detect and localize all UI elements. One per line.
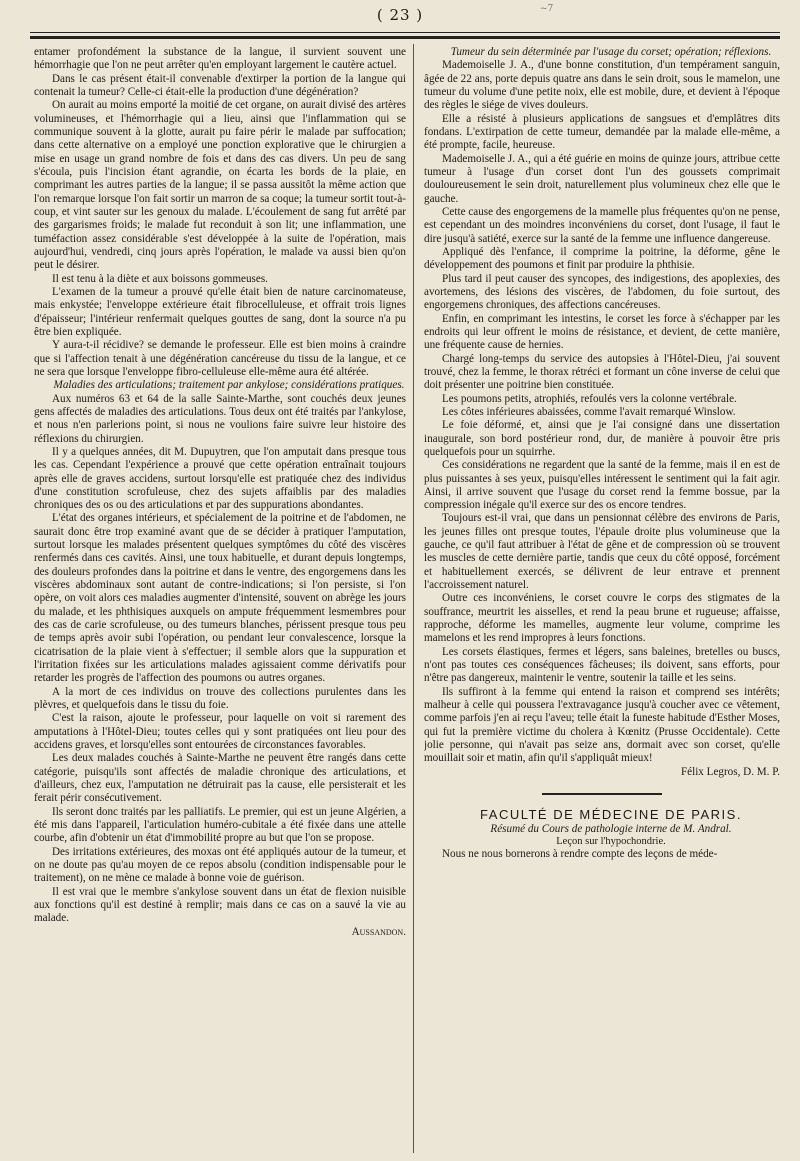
section-separator xyxy=(542,793,662,795)
paragraph: C'est la raison, ajoute le professeur, pour laquelle on voit si rarement des amputations à l'Hôtel-Dieu; toutes celles qui y sont pratiquées ont lieu pour des accidens graves, et lorsqu'elles sont entourées de circonstances favorables. xyxy=(34,712,406,752)
paragraph: Les corsets élastiques, fermes et légers, sans baleines, bretelles ou buscs, n'ont pas toutes ces conséquences fâcheuses; ils doivent, sans efforts, pour n'être pas dangereux, maintenir le ventre, soutenir la taille et les seins. xyxy=(424,645,780,685)
paragraph: Appliqué dès l'enfance, il comprime la poitrine, la déforme, gêne le développement des poumons et finit par produire la phthisie. xyxy=(424,245,780,272)
paragraph: Ils seront donc traités par les palliatifs. Le premier, qui est un jeune Algérien, a été mis dans l'appareil, l'articulation huméro-cubitale a été fixée dans une attelle courbe, afin d'obtenir un état d'immobilité propre au but que l'on se propose. xyxy=(34,805,406,845)
paragraph: Les deux malades couchés à Sainte-Marthe ne peuvent être rangés dans cette catégorie, puisqu'ils sont affectés de maladie chronique des articulations, et d'ailleurs, chez eux, l'amputation ne détruirait pas la cause, elle persisterait et les ferait périr consécutivement. xyxy=(34,752,406,805)
section-heading: Tumeur du sein déterminée par l'usage du corset; opération; réflexions. xyxy=(450,46,772,58)
paragraph: On aurait au moins emporté la moitié de cet organe, on aurait divisé des artères volumineuses, et l'hémorrhagie qui a lieu, ainsi que l'inflammation qui se communique souvent à la glotte, aurait pu faire périr le malade par suffocation; dans cette alternative on a employé une ponction explorative que le chirurgien a mise en usage un grand nombre de fois et dans des cas divers. Un peu de sang s'écoula, puis l'incision étant agrandie, on écarta les bords de la plaie, en comprimant les autres parties de la langue; il se passa aussitôt la même action que l'on remarque lorsque l'on fait sortir un marron de sa coque; la tumeur sortit tout-à-coup, et vint sauter sur les genoux du malade. L'écoulement de sang fut arrêté par des gargarismes froids; le malade fut reconduit à son lit; une inflammation, une tuméfaction assez considérable s'est développée à la suite de l'opération, mais aujourd'hui, vendredi, cinq jours après l'opération, le malade va aussi bien qu'on peut le désirer. xyxy=(34,99,406,272)
paragraph: Ils suffiront à la femme qui entend la raison et comprend ses intérêts; malheur à celle qui poussera l'extravagance jusqu'à coucher avec ce vêtement, comme parfois j'en ai reçu l'aveu; telle était la funeste habitude d'Esther Moses, qui fut la première victime du cholera à Kœnitz (Prusse Occidentale). Cette jolie personne, qui n'avait pas seize ans, dormait avec son corset, qu'elle mouillait soir et matin, afin qu'il s'appliquât mieux! xyxy=(424,685,780,765)
paragraph: L'examen de la tumeur a prouvé qu'elle était bien de nature carcinomateuse, mais enkystée; l'enveloppe extérieure était fibrocelluleuse, et offrait trois lignes d'épaisseur; l'intérieur renfermait quelques gouttes de sang, dont la source n'a pu être bien expliquée. xyxy=(34,285,406,338)
lesson-title: Leçon sur l'hypochondrie. xyxy=(556,835,666,847)
paragraph: Aux numéros 63 et 64 de la salle Sainte-Marthe, sont couchés deux jeunes gens affectés de maladies des articulations. Tous deux ont été traités par l'ankylose, et nous n'en parlerions point, si nous ne voulions faire suivre leur histoire des réflexions du chirurgien. xyxy=(34,392,406,445)
paragraph: Enfin, en comprimant les intestins, le corset les force à s'échapper par les endroits qui leur offrent le moins de résistance, et devient, de cette manière, une fréquente cause de hernies. xyxy=(424,312,780,352)
column-divider xyxy=(413,44,414,1153)
paragraph: Toujours est-il vrai, que dans un pensionnat célèbre des environs de Paris, les jeunes filles ont presque toutes, l'épaule droite plus volumineuse que la gauche, ce qu'il faut attribuer à l'état de gêne et de compression où se trouvent les muscles de cette dernière partie, tandis que ceux du côté opposé, forcément et habituellement exercés, se délivrent de leur entrave et prennent l'accroissement naturel. xyxy=(424,512,780,592)
course-title: Résumé du Cours de pathologie interne de M. Andral. xyxy=(490,822,732,835)
paragraph: Dans le cas présent était-il convenable d'extirper la portion de la langue qui contenait la tumeur? Celle-ci était-elle la production d'une dégénération? xyxy=(34,72,406,98)
paragraph: Cette cause des engorgemens de la mamelle plus fréquentes qu'on ne pense, est cependant un des moindres inconvéniens du corset, dont l'usage, il faut le dire jusqu'à satiété, exerce sur la santé de la femme une influence dangereuse. xyxy=(424,205,780,245)
paragraph: Mademoiselle J. A., d'une bonne constitution, d'un tempérament sanguin, âgée de 22 ans, porte depuis quatre ans dans le sein droit, sous le mamelon, une tumeur du volume d'une petite noix, elle est mobile, dure, et devient à l'époque des règles le siége de vives douleurs. xyxy=(424,59,780,112)
paragraph: Mademoiselle J. A., qui a été guérie en moins de quinze jours, attribue cette tumeur à l'usage d'un corset dont l'un des goussets comprimait douloureusement le sein droit, naturellement plus volumineux chez elle que le gauche. xyxy=(424,152,780,205)
paragraph: entamer profondément la substance de la langue, il survient souvent une hémorrhagie que l'on ne peut arrêter qu'en employant largement le cautère actuel. xyxy=(34,46,406,72)
page-number: ( 23 ) xyxy=(376,6,424,24)
paragraph: Il est tenu à la diète et aux boissons gommeuses. xyxy=(52,272,268,285)
paragraph: Des irritations extérieures, des moxas ont été appliqués autour de la tumeur, et on ne doute pas qu'au moyen de ce repos absolu (condition indispensable pour le traitement), on ne mène ce malade à bonne voie de guérison. xyxy=(34,845,406,885)
paragraph: Y aura-t-il récidive? se demande le professeur. Elle est bien moins à craindre que si l'affection tenait à une dégénération cancéreuse du tissu de la langue, et ce ne sera que lorsque l'enveloppe fibro-celluleuse elle-même aura été altérée. xyxy=(34,339,406,378)
header-rule-thin xyxy=(30,32,780,33)
paragraph: Les côtes inférieures abaissées, comme l'avait remarqué Winslow. xyxy=(442,405,736,418)
corner-mark: ~7 xyxy=(540,4,554,14)
paragraph: Chargé long-temps du service des autopsies à l'Hôtel-Dieu, j'ai souvent trouvé, chez la femme, le thorax rétréci et formant un cône inverse de celui que doit présenter une poitrine bien constituée. xyxy=(424,352,780,392)
left-column xyxy=(34,46,406,1153)
paragraph: A la mort de ces individus on trouve des collections purulentes dans les plèvres, et quelquefois dans le tissu du foie. xyxy=(34,685,406,712)
paragraph: Le foie déformé, et, ainsi que je l'ai consigné dans une dissertation inaugurale, son bord postérieur rond, dur, de manière à pouvoir être pris quelquefois pour un squirrhe. xyxy=(424,419,780,458)
section-heading: Maladies des articulations; traitement par ankylose; considérations pratiques. xyxy=(53,379,405,392)
paragraph: Les poumons petits, atrophiés, refoulés vers la colonne vertébrale. xyxy=(442,392,737,405)
right-column xyxy=(424,46,780,1153)
paragraph: Elle a résisté à plusieurs applications de sangsues et d'emplâtres dits fondans. L'extirpation de cette tumeur, demandée par la malade elle-même, a été prompte, facile, heureuse. xyxy=(424,112,780,152)
paragraph: Il est vrai que le membre s'ankylose souvent dans un état de flexion nuisible aux fonctions qu'il est destiné à remplir; mais dans ce cas on a sauvé la vie au malade. xyxy=(34,885,406,925)
author-signature: Félix Legros, D. M. P. xyxy=(680,765,780,778)
paragraph: L'état des organes intérieurs, et spécialement de la poitrine et de l'abdomen, ne saurait donc être trop examiné avant que de se décider à pratiquer l'amputation, surtout lorsque les malades présentent quelques symptômes du côté des viscères renfermés dans ces cavités. Ainsi, une toux habituelle, et durant depuis longtemps, des douleurs profondes dans la poitrine et dans le ventre, des engorgemens dans les viscères abdominaux sont autant de contre-indications; si l'on persiste, si l'on opère, on voit alors ces maladies augmenter d'intensité, souvent on abrège les jours du malade, et les phthisiques auxquels on ampute fréquemment lesmembres pour des cas de carie scrofuleuse, ou des tumeurs blanches, périssent presque tous peu de temps après avoir subi l'opération, ou pendant leur convalescence, lorsque la cicatrisation de la plaie vient à s'effectuer; il semble alors que la suppuration et l'irritation fixées sur les articulations malades agissaient comme dérivatifs pour retarder les progrès de l'affection des poumons ou autres organes. xyxy=(34,512,406,685)
paragraph: Il y a quelques années, dit M. Dupuytren, que l'on amputait dans presque tous les cas. Cependant l'expérience a prouvé que cette opération entraînait toujours après elle de graves accidens, surtout lorsqu'elle est pratiquée chez des individus d'une constitution scrofuleuse, chez des sujets affaiblis par des maladies chroniques des os ou des articulations et par des suppurations abondantes. xyxy=(34,445,406,512)
author-signature: Aussandon. xyxy=(351,925,406,938)
paragraph: Plus tard il peut causer des syncopes, des indigestions, des apoplexies, des avortemens, des lésions des viscères, de l'abdomen, du foie surtout, des engorgemens chroniques, des affections cancéreuses. xyxy=(424,272,780,312)
header-rule-thick xyxy=(30,36,780,39)
paragraph: Outre ces inconvéniens, le corset couvre le corps des stigmates de la souffrance, meurtrit les aisselles, et rend la peau brune et rugueuse; affaisse, rapproche, déforme les mamelles, augmente leur volume, comprime les mamelons et les rend impropres à leurs fonctions. xyxy=(424,592,780,645)
paragraph: Nous ne nous bornerons à rendre compte des leçons de méde- xyxy=(442,848,718,861)
faculty-title: FACULTÉ DE MÉDECINE DE PARIS. xyxy=(480,807,742,823)
paragraph: Ces considérations ne regardent que la santé de la femme, mais il en est de plus puissantes à ses yeux, puisqu'elles intéressent le sentiment qui la fait agir. Ainsi, il arrive souvent que l'usage du corset rend la femme bossue, par la compression inégale qu'il exerce sur des os encore tendres. xyxy=(424,459,780,512)
